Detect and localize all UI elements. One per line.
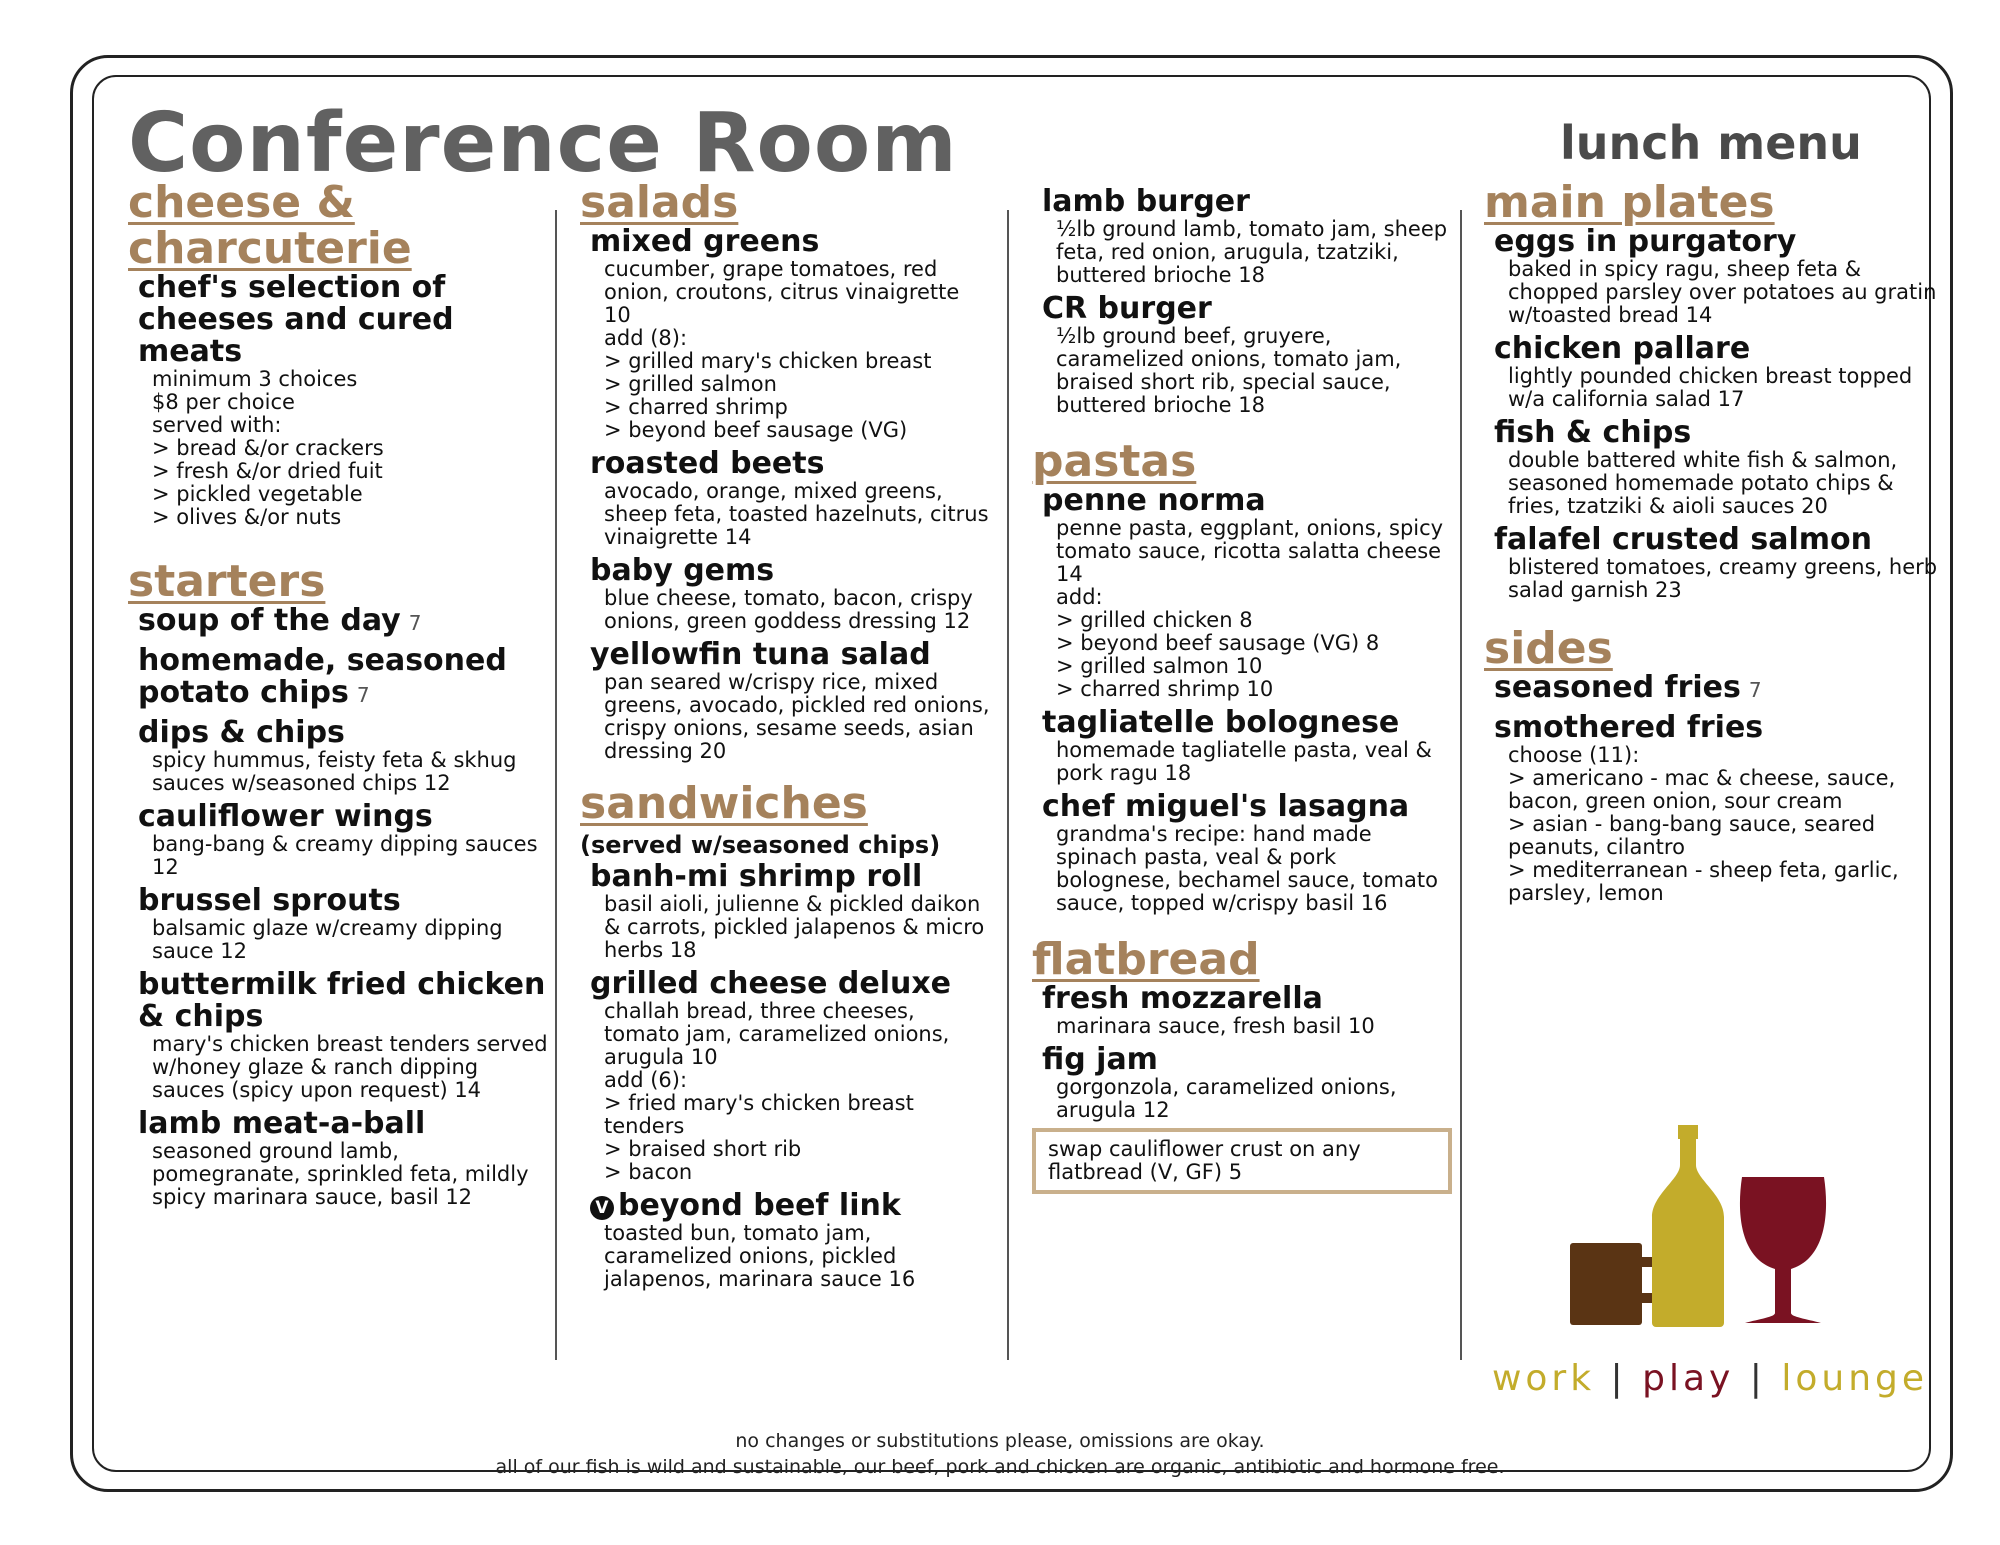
menu-item [1494,672,1944,706]
item-name-text: soup of the day [138,603,401,638]
item-name-text: chef miguel's lasagna [1042,789,1410,824]
menu-column-1 [128,177,548,1215]
menu-section [580,177,990,763]
item-name-text: dips & chips [138,715,345,750]
section-note: (served w/seasoned chips) [580,831,941,859]
vegan-badge-icon: V [590,1196,614,1220]
menu-item [1042,293,1452,417]
section-title: pastas [1032,436,1197,487]
item-name [590,1190,990,1222]
item-price: 7 [408,611,422,635]
column-divider [555,210,557,1360]
item-name-text: fish & chips [1494,415,1692,450]
menu-column-4 [1484,177,1944,911]
menu-item [138,645,548,711]
menu-column-3 [1032,180,1452,1194]
tagline-play: play [1642,1358,1735,1399]
item-name [1042,707,1452,739]
menu-subtitle: lunch menu [1560,116,1862,170]
item-name-text: banh-mi shrimp roll [590,859,923,894]
item-name [590,448,990,480]
menu-section [580,778,990,1291]
item-description: spicy hummus, feisty feta & skhug sauces w/seasoned chips 12 [152,748,517,795]
item-name-text: beyond beef link [618,1188,901,1223]
menu-item [1042,707,1452,785]
item-description: baked in spicy ragu, sheep feta & chopped parsley over potatoes au gratin w/toasted bread 14 [1508,257,1937,327]
item-description: toasted bun, tomato jam, caramelized onions, pickled jalapenos, marinara sauce 16 [604,1221,916,1291]
menu-section [1032,934,1452,1194]
section-title: starters [128,556,326,607]
item-name [1494,417,1944,449]
item-name [1042,293,1452,325]
menu-item [1494,417,1944,518]
menu-item [1494,333,1944,411]
item-description: choose (11): > americano - mac & cheese, sauce, bacon, green onion, sour cream > asian - bang-bang sauce, seared peanuts, cilantro > mediterranean - sheep feta, garlic, parsley, lemon [1508,743,1899,905]
item-name-text: baby gems [590,553,775,588]
menu-item [1494,712,1944,905]
menu-section [128,177,548,529]
item-name-text: CR burger [1042,291,1212,326]
menu-item [138,272,548,529]
column-divider [1460,210,1462,1360]
item-description: gorgonzola, caramelized onions, arugula 12 [1056,1075,1397,1122]
menu-item [1494,226,1944,327]
item-name-text: buttermilk fried chicken & chips [138,967,546,1034]
menu-section [128,556,548,1209]
item-description: mary's chicken breast tenders served w/honey glaze & ranch dipping sauces (spicy upon request) 14 [152,1032,548,1102]
item-name-text: falafel crusted salmon [1494,522,1872,557]
item-name [138,645,548,711]
item-name-text: cauliflower wings [138,799,433,834]
menu-item [590,861,990,962]
item-description: homemade tagliatelle pasta, veal & pork ragu 18 [1056,738,1432,785]
item-description: grandma's recipe: hand made spinach pasta, veal & pork bolognese, bechamel sauce, tomato sauce, topped w/crispy basil 16 [1056,822,1438,915]
menu-section [1484,177,1944,602]
menu-item [138,605,548,639]
item-description: ½lb ground lamb, tomato jam, sheep feta, red onion, arugula, tzatziki, buttered brioche 18 [1056,217,1448,287]
tagline-work: work [1491,1358,1596,1399]
item-name [1042,1044,1452,1076]
item-name [138,717,548,749]
item-name-text: lamb meat-a-ball [138,1106,426,1141]
item-name-text: fig jam [1042,1042,1158,1077]
item-name [1494,672,1944,706]
item-name [590,861,990,893]
tagline-separator: | [1749,1358,1766,1399]
item-description: double battered white fish & salmon, seasoned homemade potato chips & fries, tzatziki & aioli sauces 20 [1508,448,1898,518]
item-description: seasoned ground lamb, pomegranate, sprinkled feta, mildly spicy marinara sauce, basil 12 [152,1139,529,1209]
item-name [1042,186,1452,218]
tagline-separator: | [1610,1358,1627,1399]
item-name [138,801,548,833]
menu-item [138,801,548,879]
menu-item [590,448,990,549]
item-description: penne pasta, eggplant, onions, spicy tomato sauce, ricotta salatta cheese 14 add: > grilled chicken 8 > beyond beef sausage (VG) 8 > grilled salmon 10 > charred shrimp 10 [1056,516,1444,701]
item-name-text: yellowfin tuna salad [590,637,931,672]
item-name [1494,712,1944,744]
item-name-text: lamb burger [1042,184,1250,219]
section-title: sides [1484,623,1613,674]
item-name [1494,333,1944,365]
item-description: ½lb ground beef, gruyere, caramelized onions, tomato jam, braised short rib, special sauce, buttered brioche 18 [1056,324,1402,417]
section-title: main plates [1484,177,1775,228]
menu-item [1042,1044,1452,1122]
item-name [1042,485,1452,517]
menu-item [1494,524,1944,602]
menu-item [590,639,990,763]
item-name [138,605,548,639]
item-name [138,272,548,368]
item-description: blistered tomatoes, creamy greens, herb salad garnish 23 [1508,555,1938,602]
section-title: sandwiches [580,778,868,829]
menu-footer [0,1428,2000,1480]
tagline-lounge: lounge [1781,1358,1929,1399]
item-name [138,885,548,917]
menu-item [138,969,548,1102]
item-name [1042,983,1452,1015]
item-name [138,1108,548,1140]
item-price: 7 [356,683,370,707]
section-title: flatbread [1032,934,1260,985]
flatbread-crust-note: swap cauliflower crust on any flatbread (V, GF) 5 [1032,1128,1452,1194]
menu-item [590,226,990,442]
item-name-text: grilled cheese deluxe [590,966,952,1001]
menu-item [138,717,548,795]
item-description: avocado, orange, mixed greens, sheep feta, toasted hazelnuts, citrus vinaigrette 14 [604,479,989,549]
section-title: cheese & charcuterie [128,177,412,274]
item-name-text: mixed greens [590,224,820,259]
item-name [590,639,990,671]
item-name-text: smothered fries [1494,710,1764,745]
item-name-text: brussel sprouts [138,883,401,918]
item-description: lightly pounded chicken breast topped w/a california salad 17 [1508,364,1913,411]
item-name-text: fresh mozzarella [1042,981,1323,1016]
item-description: challah bread, three cheeses, tomato jam, caramelized onions, arugula 10 add (6): > fried mary's chicken breast tenders > braised short rib > bacon [604,999,950,1184]
menu-item [1042,983,1452,1038]
section-title: salads [580,177,739,228]
menu-item [138,885,548,963]
bottle-icon [1652,1125,1724,1327]
item-name [1042,791,1452,823]
item-name-text: seasoned fries [1494,670,1741,705]
menu-item [590,1190,990,1291]
menu-section [1032,436,1452,915]
item-description: cucumber, grape tomatoes, red onion, croutons, citrus vinaigrette 10 add (8): > grilled mary's chicken breast > grilled salmon > charred shrimp > beyond beef sausage (VG) [604,257,960,442]
item-price: 7 [1748,678,1762,702]
item-name-text: chef's selection of cheeses and cured meats [138,270,454,369]
menu-item [138,1108,548,1209]
menu-item [590,555,990,633]
footer-note-substitutions: no changes or substitutions please, omissions are okay. [735,1430,1265,1452]
menu-section [1032,180,1452,417]
logo-graphic [1570,1125,1860,1355]
item-name [590,226,990,258]
menu-item [1042,485,1452,701]
menu-item [1042,791,1452,915]
column-divider [1007,210,1009,1360]
menu-item [1042,186,1452,287]
mug-icon [1570,1243,1666,1325]
item-name [590,555,990,587]
item-name-text: chicken pallare [1494,331,1751,366]
footer-note-sourcing: all of our fish is wild and sustainable, our beef, pork and chicken are organic, antibiotic and hormone free. [495,1456,1505,1478]
menu-column-2 [580,177,990,1297]
item-description: balsamic glaze w/creamy dipping sauce 12 [152,916,503,963]
item-name-text: roasted beets [590,446,825,481]
item-description: pan seared w/crispy rice, mixed greens, avocado, pickled red onions, crispy onions, sesame seeds, asian dressing 20 [604,670,990,763]
wine-glass-icon [1740,1177,1826,1323]
item-name-text: homemade, seasoned potato chips [138,643,507,710]
item-description: blue cheese, tomato, bacon, crispy onions, green goddess dressing 12 [604,586,973,633]
item-name [590,968,990,1000]
restaurant-title: Conference Room [128,96,958,191]
item-description: basil aioli, julienne & pickled daikon & carrots, pickled jalapenos & micro herbs 18 [604,892,985,962]
item-description: bang-bang & creamy dipping sauces 12 [152,832,538,879]
menu-section [1484,623,1944,905]
item-description: minimum 3 choices $8 per choice served with: > bread &/or crackers > fresh &/or dried fuit > pickled vegetable > olives &/or nuts [152,367,384,529]
item-name [1494,226,1944,258]
item-name-text: penne norma [1042,483,1266,518]
item-name-text: tagliatelle bolognese [1042,705,1400,740]
logo-tagline [1480,1358,1940,1399]
menu-item [590,968,990,1184]
item-description: marinara sauce, fresh basil 10 [1056,1014,1375,1038]
item-name [1494,524,1944,556]
item-name [138,969,548,1033]
item-name-text: eggs in purgatory [1494,224,1797,259]
